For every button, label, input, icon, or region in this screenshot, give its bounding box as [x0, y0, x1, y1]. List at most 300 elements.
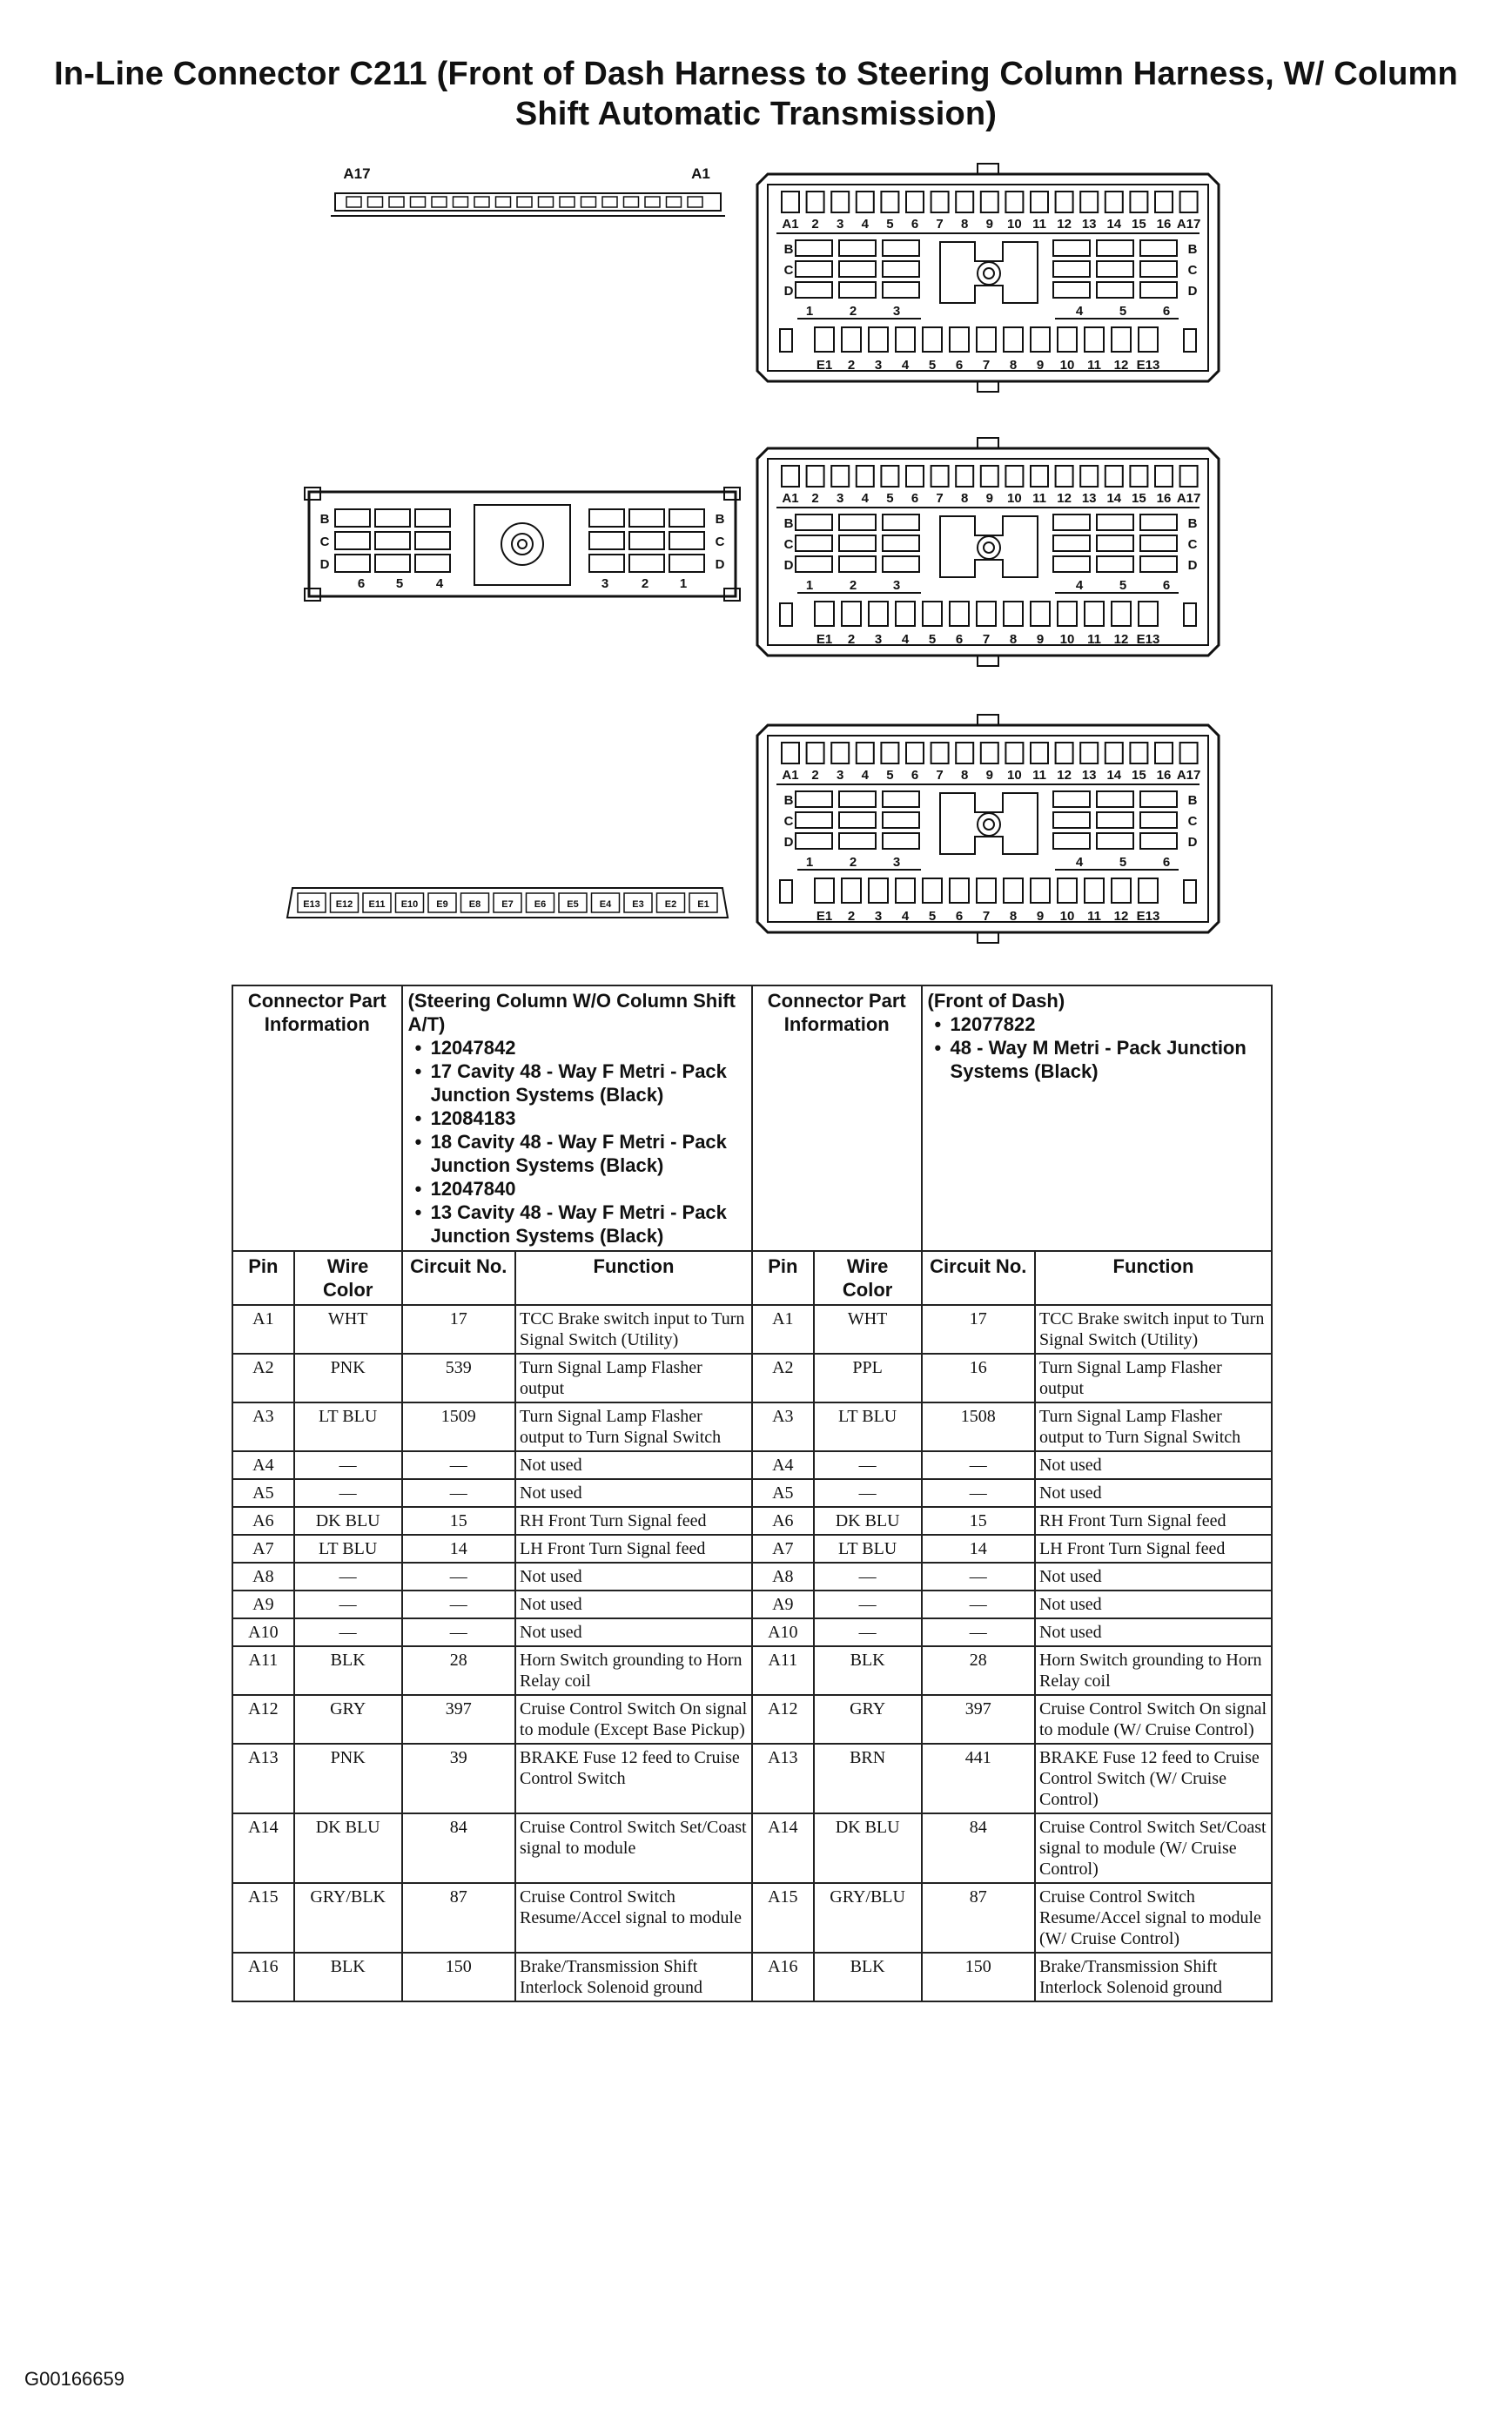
- face-bcd-cavity: [1140, 535, 1177, 551]
- face-e-cavity: [977, 878, 996, 903]
- face-e-guide: [780, 880, 792, 903]
- face-a-cavity: [782, 466, 799, 487]
- table-row: [232, 1479, 1272, 1507]
- table-row: [232, 1744, 1272, 1813]
- face-mid-label: 4: [1075, 304, 1084, 319]
- face-a-label: 14: [1106, 217, 1122, 232]
- left-pin-cell: A11: [232, 1646, 294, 1695]
- face-e-cavity: [1139, 878, 1158, 903]
- right-circuit-no-cell: —: [922, 1591, 1035, 1618]
- left-wire-color-cell: —: [294, 1618, 402, 1646]
- strip-cavity: [346, 197, 361, 207]
- table-row: [232, 1591, 1272, 1618]
- face-bcd-cavity: [883, 812, 919, 828]
- left-circuit-no-cell: 17: [402, 1305, 515, 1354]
- face-a-cavity: [981, 466, 998, 487]
- side-cavity: [335, 555, 370, 572]
- face-e-label: 6: [955, 632, 964, 647]
- left-wire-color-cell: BLK: [294, 1953, 402, 2001]
- strip-cavity: [602, 197, 617, 207]
- face-bcd-cavity: [883, 535, 919, 551]
- side-cavity: [669, 509, 704, 527]
- face-e-cavity: [1004, 327, 1023, 352]
- face-e-cavity: [950, 878, 969, 903]
- right-function-cell: Cruise Control Switch Resume/Accel signal to module (W/ Cruise Control): [1035, 1883, 1272, 1953]
- title-line-1: In-Line Connector C211 (Front of Dash Harness to Steering Column Harness, W/ Column: [54, 56, 1458, 92]
- left-circuit-no-cell: 28: [402, 1646, 515, 1695]
- face-a-cavity: [881, 192, 898, 212]
- left-wire-color-cell: DK BLU: [294, 1507, 402, 1535]
- face-a-label: 15: [1132, 217, 1146, 232]
- strip-cavity: [539, 197, 554, 207]
- left-function-cell: Not used: [515, 1563, 752, 1591]
- face-a-label: 11: [1032, 768, 1046, 783]
- face-bcd-cavity: [1053, 833, 1090, 849]
- right-pin-cell: A12: [752, 1695, 814, 1744]
- face-a-label: 4: [861, 217, 869, 232]
- face-a-label: 13: [1081, 217, 1097, 232]
- face-e-label: 8: [1009, 632, 1018, 647]
- left-info-item: • 12047842: [431, 1036, 746, 1059]
- face-a-cavity: [1105, 466, 1123, 487]
- face-a-cavity: [782, 192, 799, 212]
- right-circuit-no-cell: 150: [922, 1953, 1035, 2001]
- left-info-item: • 12047840: [431, 1177, 746, 1201]
- right-function-cell: TCC Brake switch input to Turn Signal Switch (Utility): [1035, 1305, 1272, 1354]
- face-a-label: 8: [961, 217, 969, 232]
- strip-body: [335, 193, 721, 211]
- face-bcd-cavity: [839, 812, 876, 828]
- right-circuit-no-cell: 441: [922, 1744, 1035, 1813]
- face-e-cavity: [1139, 602, 1158, 626]
- face-e-cavity: [1058, 878, 1077, 903]
- face-e-label: 11: [1087, 632, 1101, 647]
- face-bottom-key: [978, 656, 998, 666]
- face-bcd-cavity: [839, 515, 876, 530]
- side-cavity: [335, 509, 370, 527]
- left-pin-cell: A15: [232, 1883, 294, 1953]
- right-info-list: [928, 1012, 1266, 1083]
- face-a-label: 2: [811, 217, 819, 232]
- left-function-cell: Brake/Transmission Shift Interlock Solenoid ground: [515, 1953, 752, 2001]
- table-row: [232, 1646, 1272, 1695]
- table-row: [232, 1883, 1272, 1953]
- face-a-cavity: [931, 192, 949, 212]
- header-function: Function: [1035, 1251, 1272, 1305]
- face-bcd-cavity: [1097, 240, 1133, 256]
- side-ear: [724, 488, 740, 500]
- right-pin-cell: A8: [752, 1563, 814, 1591]
- face-e-cavity: [896, 602, 915, 626]
- face-e-cavity: [923, 327, 942, 352]
- face-e-cavity: [1112, 327, 1131, 352]
- side-row-label-left: B: [319, 512, 330, 527]
- face-e-cavity: [1085, 878, 1104, 903]
- face-a-cavity: [831, 466, 849, 487]
- right-info-label: Connector Part Information: [752, 985, 922, 1251]
- right-wire-color-cell: GRY: [814, 1695, 922, 1744]
- face-mid-label: 6: [1162, 578, 1171, 593]
- strip-cavity: [496, 197, 511, 207]
- face-e-cavity: [815, 878, 834, 903]
- table-row: [232, 1507, 1272, 1535]
- face-e-cavity: [1112, 602, 1131, 626]
- right-function-cell: RH Front Turn Signal feed: [1035, 1507, 1272, 1535]
- right-pin-cell: A15: [752, 1883, 814, 1953]
- face-mid-label: 1: [805, 855, 814, 870]
- e-strip-label: E4: [599, 899, 612, 910]
- right-wire-color-cell: BLK: [814, 1953, 922, 2001]
- left-wire-color-cell: BLK: [294, 1646, 402, 1695]
- face-e-label: 7: [982, 909, 991, 924]
- side-number-label: 3: [601, 576, 609, 591]
- right-pin-cell: A5: [752, 1479, 814, 1507]
- table-row: [232, 1563, 1272, 1591]
- left-function-cell: LH Front Turn Signal feed: [515, 1535, 752, 1563]
- side-cavity: [669, 555, 704, 572]
- right-circuit-no-cell: 1508: [922, 1402, 1035, 1451]
- face-e-cavity: [923, 602, 942, 626]
- face-bcd-cavity: [883, 556, 919, 572]
- face-e-cavity: [869, 327, 888, 352]
- face-bcd-cavity: [796, 261, 832, 277]
- face-bcd-cavity: [883, 261, 919, 277]
- left-info-list: [408, 1036, 746, 1248]
- right-wire-color-cell: DK BLU: [814, 1507, 922, 1535]
- face-a-label: 15: [1132, 768, 1146, 783]
- left-function-cell: BRAKE Fuse 12 feed to Cruise Control Switch: [515, 1744, 752, 1813]
- face-e-label: E1: [816, 358, 833, 373]
- side-cavity: [415, 555, 450, 572]
- left-pin-cell: A10: [232, 1618, 294, 1646]
- face-row-label-right: B: [1187, 793, 1198, 808]
- face-a-cavity: [1180, 192, 1198, 212]
- face-e-cavity: [1112, 878, 1131, 903]
- face-e-label: 12: [1113, 909, 1129, 924]
- face-bcd-cavity: [1140, 240, 1177, 256]
- table-row: [232, 1535, 1272, 1563]
- face-mid-label: 5: [1119, 855, 1127, 870]
- face-bcd-cavity: [1140, 833, 1177, 849]
- left-pin-cell: A6: [232, 1507, 294, 1535]
- face-a-label: 12: [1057, 217, 1072, 232]
- left-function-cell: Cruise Control Switch Set/Coast signal to module: [515, 1813, 752, 1883]
- strip-cavity: [517, 197, 532, 207]
- left-circuit-no-cell: 39: [402, 1744, 515, 1813]
- face-e-guide: [780, 603, 792, 626]
- face-a-cavity: [1155, 466, 1173, 487]
- table-row: [232, 1618, 1272, 1646]
- face-a-label: 5: [886, 217, 894, 232]
- side-cavity: [589, 532, 624, 549]
- right-wire-color-cell: LT BLU: [814, 1535, 922, 1563]
- face-bcd-cavity: [1053, 240, 1090, 256]
- face-e-cavity: [977, 327, 996, 352]
- left-info-item: • 18 Cavity 48 - Way F Metri - Pack Junction Systems (Black): [431, 1130, 746, 1177]
- face-e-cavity: [1031, 878, 1050, 903]
- face-a-label: 8: [961, 768, 969, 783]
- face-e-label: 10: [1059, 358, 1075, 373]
- right-wire-color-cell: WHT: [814, 1305, 922, 1354]
- table-row: [232, 1695, 1272, 1744]
- face-bcd-cavity: [1097, 535, 1133, 551]
- left-pin-cell: A8: [232, 1563, 294, 1591]
- face-bcd-cavity: [1053, 282, 1090, 298]
- face-e-cavity: [842, 602, 861, 626]
- face-a-label: 10: [1007, 768, 1022, 783]
- face-bottom-key: [978, 932, 998, 943]
- face-a-label: 9: [985, 217, 993, 232]
- face-latch: [940, 793, 1038, 854]
- face-row-label-left: B: [783, 793, 794, 808]
- face-a-label: 2: [811, 491, 819, 506]
- left-function-cell: Not used: [515, 1451, 752, 1479]
- right-circuit-no-cell: —: [922, 1451, 1035, 1479]
- face-e-cavity: [869, 878, 888, 903]
- face-a-cavity: [881, 743, 898, 763]
- header-pin: Pin: [752, 1251, 814, 1305]
- face-a-label: 16: [1156, 768, 1172, 783]
- right-circuit-no-cell: 16: [922, 1354, 1035, 1402]
- face-bcd-cavity: [1053, 791, 1090, 807]
- side-row-label-right: D: [715, 557, 725, 572]
- face-a-label: 3: [837, 491, 844, 506]
- e-strip-label: E12: [335, 899, 353, 910]
- face-bcd-cavity: [796, 535, 832, 551]
- left-circuit-no-cell: —: [402, 1479, 515, 1507]
- face-bcd-cavity: [796, 240, 832, 256]
- e-strip-label: E6: [534, 899, 547, 910]
- face-e-cavity: [1004, 602, 1023, 626]
- left-function-cell: Not used: [515, 1618, 752, 1646]
- right-pin-cell: A13: [752, 1744, 814, 1813]
- figure-id: G00166659: [24, 2368, 124, 2390]
- face-a-label: 9: [985, 491, 993, 506]
- face-a-cavity: [1031, 192, 1048, 212]
- left-circuit-no-cell: 1509: [402, 1402, 515, 1451]
- right-function-cell: Brake/Transmission Shift Interlock Solenoid ground: [1035, 1953, 1272, 2001]
- left-info-label: Connector Part Information: [232, 985, 402, 1251]
- e-strip-label: E7: [501, 899, 514, 910]
- right-info-lead: (Front of Dash): [927, 990, 1065, 1012]
- face-e-label: 2: [847, 909, 856, 924]
- face-a-cavity: [931, 466, 949, 487]
- face-e-guide: [1184, 329, 1196, 352]
- side-cavity: [629, 555, 664, 572]
- right-circuit-no-cell: —: [922, 1479, 1035, 1507]
- face-e-label: 2: [847, 632, 856, 647]
- face-view-bottom: [757, 715, 1219, 943]
- left-function-cell: TCC Brake switch input to Turn Signal Switch (Utility): [515, 1305, 752, 1354]
- face-bcd-cavity: [883, 515, 919, 530]
- face-a-cavity: [831, 192, 849, 212]
- right-circuit-no-cell: —: [922, 1618, 1035, 1646]
- face-e-label: 7: [982, 358, 991, 373]
- right-circuit-no-cell: 14: [922, 1535, 1035, 1563]
- right-wire-color-cell: —: [814, 1451, 922, 1479]
- face-bcd-cavity: [1140, 282, 1177, 298]
- strip-label-a17: A17: [343, 165, 371, 182]
- face-e-label: E13: [1136, 358, 1160, 373]
- right-pin-cell: A7: [752, 1535, 814, 1563]
- face-e-label: 11: [1087, 909, 1101, 924]
- left-function-cell: RH Front Turn Signal feed: [515, 1507, 752, 1535]
- right-info-details: [922, 985, 1272, 1251]
- side-number-label: 1: [679, 576, 688, 591]
- face-mid-label: 5: [1119, 578, 1127, 593]
- face-e-cavity: [842, 327, 861, 352]
- column-header-row: [232, 1251, 1272, 1305]
- e-strip-label: E13: [303, 899, 320, 910]
- right-wire-color-cell: LT BLU: [814, 1402, 922, 1451]
- face-a-label: 10: [1007, 217, 1022, 232]
- face-a-cavity: [1005, 466, 1023, 487]
- face-row-label-left: C: [783, 537, 794, 552]
- face-bcd-cavity: [839, 261, 876, 277]
- face-top-key: [978, 438, 998, 448]
- right-wire-color-cell: BLK: [814, 1646, 922, 1695]
- right-wire-color-cell: —: [814, 1479, 922, 1507]
- left-wire-color-cell: —: [294, 1591, 402, 1618]
- face-a-label: 4: [861, 491, 869, 506]
- face-row-label-left: D: [783, 284, 794, 299]
- left-circuit-no-cell: 87: [402, 1883, 515, 1953]
- left-pin-cell: A3: [232, 1402, 294, 1451]
- face-a-cavity: [1130, 743, 1147, 763]
- face-e-label: 3: [874, 358, 883, 373]
- side-outer-shell: [309, 492, 736, 596]
- side-view: [305, 488, 740, 601]
- face-bcd-cavity: [1097, 812, 1133, 828]
- e-strip-label: E1: [697, 899, 709, 910]
- face-e-label: 8: [1009, 358, 1018, 373]
- left-wire-color-cell: GRY/BLK: [294, 1883, 402, 1953]
- face-bcd-cavity: [839, 535, 876, 551]
- face-a-cavity: [1105, 192, 1123, 212]
- face-a-cavity: [1180, 466, 1198, 487]
- face-bcd-cavity: [1053, 812, 1090, 828]
- face-bcd-cavity: [796, 515, 832, 530]
- face-a-label: A1: [782, 217, 799, 232]
- face-bcd-cavity: [796, 282, 832, 298]
- face-bcd-cavity: [1097, 791, 1133, 807]
- face-a-label: 5: [886, 491, 894, 506]
- face-row-label-left: B: [783, 242, 794, 257]
- left-function-cell: Turn Signal Lamp Flasher output: [515, 1354, 752, 1402]
- face-a-label: 3: [837, 217, 844, 232]
- side-cavity: [375, 555, 410, 572]
- face-e-cavity: [950, 602, 969, 626]
- side-cavity: [629, 532, 664, 549]
- face-a-cavity: [857, 743, 874, 763]
- face-screw-outer: [978, 813, 1000, 836]
- right-circuit-no-cell: 84: [922, 1813, 1035, 1883]
- left-info-item: • 12084183: [431, 1106, 746, 1130]
- side-cavity: [375, 509, 410, 527]
- left-function-cell: Not used: [515, 1479, 752, 1507]
- face-a-label: 11: [1032, 217, 1046, 232]
- left-wire-color-cell: LT BLU: [294, 1535, 402, 1563]
- face-a-cavity: [1180, 743, 1198, 763]
- right-pin-cell: A14: [752, 1813, 814, 1883]
- face-e-cavity: [1058, 602, 1077, 626]
- e-strip-label: E11: [368, 899, 386, 910]
- header-circuit-no: Circuit No.: [922, 1251, 1035, 1305]
- face-a-cavity: [1080, 743, 1098, 763]
- face-bcd-cavity: [1140, 812, 1177, 828]
- face-bcd-cavity: [796, 812, 832, 828]
- face-a-label: 3: [837, 768, 844, 783]
- face-mid-label: 1: [805, 578, 814, 593]
- face-e-cavity: [842, 878, 861, 903]
- face-bcd-cavity: [839, 791, 876, 807]
- right-wire-color-cell: —: [814, 1591, 922, 1618]
- face-a-cavity: [807, 743, 824, 763]
- right-pin-cell: A3: [752, 1402, 814, 1451]
- left-pin-cell: A7: [232, 1535, 294, 1563]
- strip-label-a1: A1: [691, 165, 710, 182]
- face-a-cavity: [956, 192, 973, 212]
- face-mid-label: 3: [892, 855, 901, 870]
- side-cavity: [589, 555, 624, 572]
- left-wire-color-cell: —: [294, 1479, 402, 1507]
- right-wire-color-cell: —: [814, 1563, 922, 1591]
- strip-cavity: [432, 197, 447, 207]
- connector-diagram: [0, 0, 1512, 979]
- face-row-label-right: C: [1187, 263, 1198, 278]
- header-function: Function: [515, 1251, 752, 1305]
- strip-cavity: [389, 197, 404, 207]
- face-a-label: A17: [1176, 768, 1201, 783]
- table-row: [232, 1354, 1272, 1402]
- face-e-label: 6: [955, 358, 964, 373]
- face-a-label: A17: [1176, 217, 1201, 232]
- face-a-cavity: [1130, 192, 1147, 212]
- left-function-cell: Cruise Control Switch On signal to module (Except Base Pickup): [515, 1695, 752, 1744]
- face-bcd-cavity: [1140, 791, 1177, 807]
- face-mid-label: 4: [1075, 578, 1084, 593]
- face-a-cavity: [1155, 743, 1173, 763]
- left-pin-cell: A5: [232, 1479, 294, 1507]
- right-circuit-no-cell: 17: [922, 1305, 1035, 1354]
- left-info-item: • 13 Cavity 48 - Way F Metri - Pack Junction Systems (Black): [431, 1201, 746, 1248]
- face-e-cavity: [1139, 327, 1158, 352]
- face-a-label: 5: [886, 768, 894, 783]
- face-a-label: 6: [911, 491, 919, 506]
- side-screw-outer: [501, 523, 543, 565]
- left-pin-cell: A2: [232, 1354, 294, 1402]
- e-strip-label: E8: [468, 899, 481, 910]
- face-e-cavity: [869, 602, 888, 626]
- left-circuit-no-cell: 150: [402, 1953, 515, 2001]
- face-mid-label: 3: [892, 578, 901, 593]
- side-number-label: 2: [641, 576, 649, 591]
- face-mid-label: 5: [1119, 304, 1127, 319]
- face-a-cavity: [956, 743, 973, 763]
- face-a-label: 16: [1156, 491, 1172, 506]
- left-circuit-no-cell: —: [402, 1451, 515, 1479]
- left-pin-cell: A9: [232, 1591, 294, 1618]
- face-bottom-key: [978, 381, 998, 392]
- face-e-cavity: [923, 878, 942, 903]
- face-a-cavity: [1080, 192, 1098, 212]
- left-circuit-no-cell: —: [402, 1591, 515, 1618]
- side-row-label-left: C: [319, 535, 330, 549]
- side-cavity: [375, 532, 410, 549]
- e-strip-label: E2: [664, 899, 677, 910]
- side-cavity: [669, 532, 704, 549]
- face-view-top: [757, 164, 1219, 392]
